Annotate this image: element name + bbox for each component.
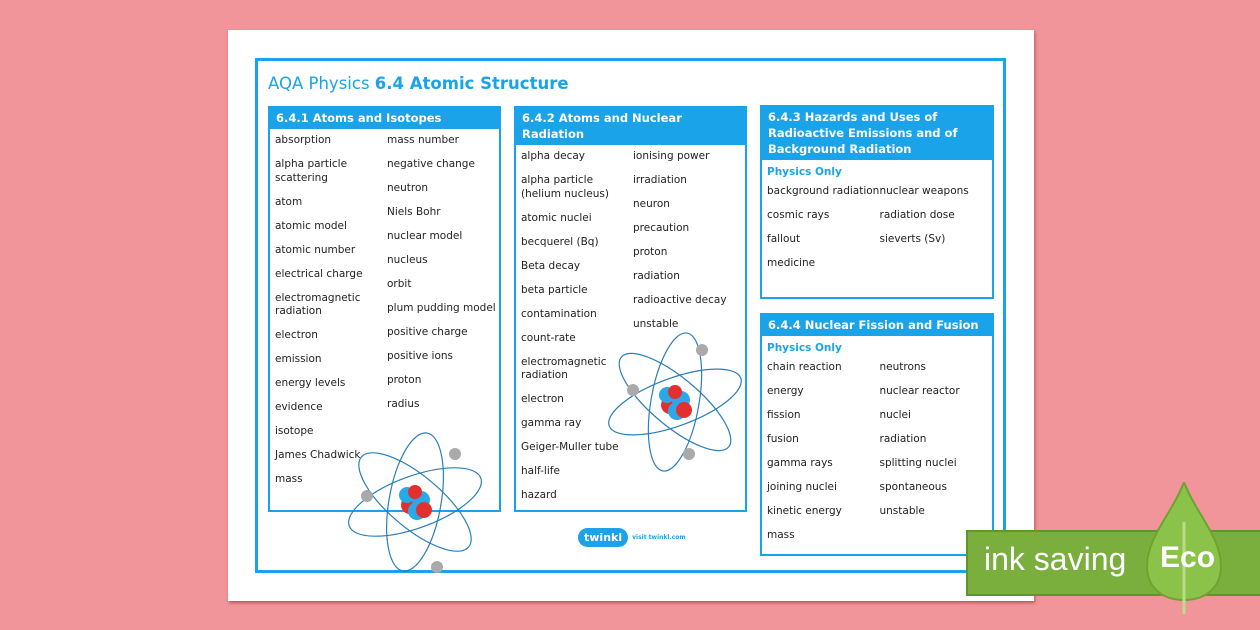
word-column	[880, 361, 993, 553]
keyword-item: neutrons	[879, 361, 927, 373]
keyword-item: cosmic rays	[767, 209, 830, 221]
keyword-item: plum pudding model	[387, 302, 496, 314]
keyword-item: radiation dose	[879, 209, 955, 221]
keyword-item: positive charge	[387, 326, 468, 338]
keyword-item: count-rate	[521, 331, 576, 344]
keyword-item: beta particle	[521, 283, 588, 296]
word-column	[767, 361, 880, 553]
keyword-item: electron	[275, 329, 318, 341]
keyword-item: energy	[767, 385, 804, 397]
keyword-item: becquerel (Bq)	[521, 235, 599, 248]
keyword-item: energy levels	[275, 377, 346, 389]
keyword-item: electron	[521, 393, 564, 405]
word-column	[633, 150, 745, 513]
keyword-item: radius	[387, 398, 420, 410]
keyword-item: hazard	[521, 489, 557, 501]
twinkl-footer[interactable]	[578, 528, 686, 547]
box-hazards-uses	[760, 105, 994, 299]
keyword-item: nuclear model	[387, 230, 463, 242]
box-nuclear-radiation	[514, 106, 747, 512]
word-column	[880, 185, 993, 281]
keyword-item: fusion	[767, 433, 799, 445]
keyword-item: electromagnetic radiation	[275, 291, 361, 317]
box-heading: 6.4.3 Hazards and Uses of Radioactive Emissions and of Background Radiation	[762, 107, 992, 160]
keyword-item: emission	[275, 353, 322, 365]
keyword-item: neutron	[387, 182, 429, 194]
keyword-item: isotope	[275, 425, 314, 437]
keyword-item: kinetic energy	[767, 505, 842, 517]
keyword-item: mass	[275, 473, 303, 485]
keyword-item: ionising power	[633, 150, 710, 162]
keyword-item: fission	[767, 409, 801, 421]
twinkl-logo: twinkl	[578, 528, 628, 547]
keyword-item: joining nuclei	[767, 481, 837, 493]
box-fission-fusion	[760, 313, 994, 556]
keyword-item: Beta decay	[521, 259, 581, 272]
box-heading: 6.4.2 Atoms and Nuclear Radiation	[516, 108, 745, 145]
keyword-item: background radiation	[767, 185, 880, 197]
keyword-item: radioactive decay	[633, 294, 727, 306]
keyword-item: alpha decay	[521, 150, 585, 162]
keyword-item: medicine	[767, 257, 816, 269]
title-prefix: AQA Physics	[268, 74, 370, 93]
keyword-item: nuclear reactor	[879, 385, 960, 397]
keyword-item: James Chadwick	[275, 449, 361, 461]
keyword-item: gamma rays	[767, 457, 833, 469]
keyword-item: nucleus	[387, 254, 428, 266]
keyword-item: atom	[275, 195, 303, 208]
keyword-item: radiation	[879, 433, 927, 445]
keyword-item: neuron	[633, 198, 670, 210]
keyword-item: nuclear weapons	[879, 185, 969, 197]
keyword-item: mass	[767, 529, 795, 541]
keyword-item: atomic nuclei	[521, 211, 592, 224]
keyword-item: contamination	[521, 307, 597, 320]
eco-label: Eco	[1160, 541, 1216, 574]
keyword-item: positive ions	[387, 350, 453, 362]
keyword-item: irradiation	[633, 174, 687, 186]
keyword-item: Niels Bohr	[387, 206, 441, 218]
keyword-item: chain reaction	[767, 361, 842, 373]
word-column	[275, 134, 387, 497]
keyword-item: alpha particle (helium nucleus)	[521, 174, 609, 200]
physics-only-label: Physics Only	[767, 342, 842, 354]
keyword-item: sieverts (Sv)	[879, 233, 946, 245]
keyword-item: electrical charge	[275, 267, 363, 280]
box-heading: 6.4.1 Atoms and Isotopes	[270, 108, 499, 129]
keyword-item: precaution	[633, 222, 690, 234]
keyword-item: absorption	[275, 134, 332, 146]
keyword-item: negative change	[387, 158, 475, 170]
ink-saving-text: ink saving	[984, 541, 1127, 577]
page-title	[268, 74, 569, 93]
keyword-item: gamma ray	[521, 417, 582, 429]
keyword-item: atomic model	[275, 219, 347, 232]
keyword-item: unstable	[633, 318, 679, 330]
keyword-item: mass number	[387, 134, 459, 146]
keyword-item: nuclei	[879, 409, 911, 421]
keyword-item: alpha particle scattering	[275, 158, 348, 184]
keyword-item: atomic number	[275, 243, 356, 256]
keyword-item: splitting nuclei	[879, 457, 957, 469]
keyword-item: proton	[633, 246, 668, 258]
keyword-item: spontaneous	[879, 481, 947, 493]
keyword-item: fallout	[767, 233, 801, 245]
title-main: 6.4 Atomic Structure	[374, 74, 569, 93]
physics-only-label: Physics Only	[767, 166, 842, 178]
word-column	[521, 150, 633, 513]
visit-link[interactable]: visit twinkl.com	[632, 534, 686, 541]
keyword-item: radiation	[633, 270, 680, 282]
keyword-item: unstable	[879, 505, 925, 517]
keyword-item: orbit	[387, 278, 412, 290]
keyword-item: electromagnetic radiation	[521, 355, 607, 381]
box-atoms-isotopes	[268, 106, 501, 512]
keyword-item: Geiger-Muller tube	[521, 441, 619, 453]
word-column	[767, 185, 880, 281]
word-column	[387, 134, 499, 497]
keyword-item: half-life	[521, 465, 560, 477]
box-heading: 6.4.4 Nuclear Fission and Fusion	[762, 315, 992, 336]
keyword-item: evidence	[275, 401, 323, 413]
keyword-item: proton	[387, 374, 422, 386]
